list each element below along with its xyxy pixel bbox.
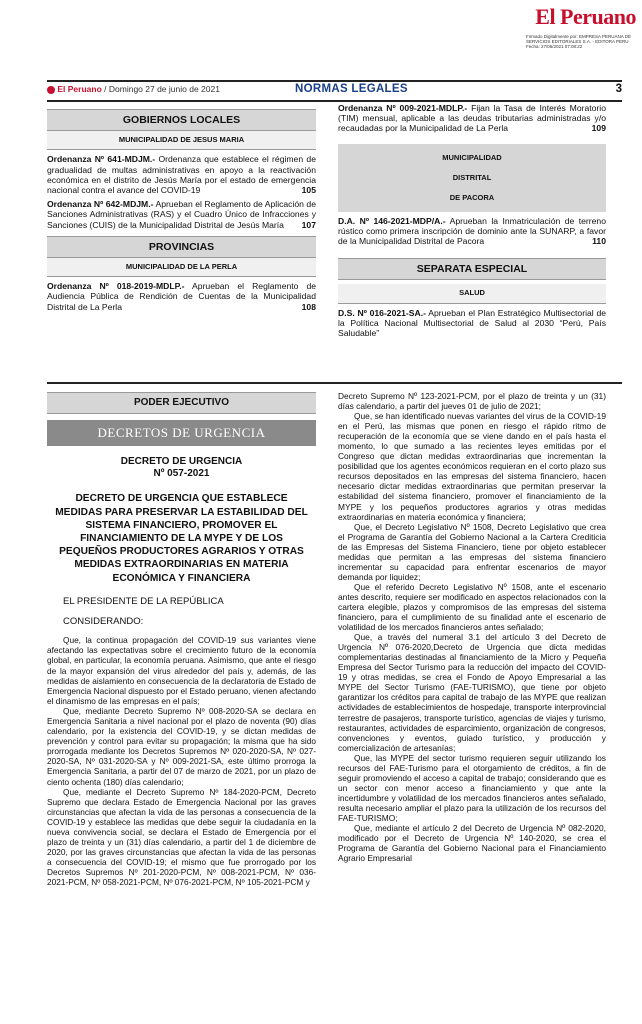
- decree-number: DECRETO DE URGENCIA Nº 057-2021: [120, 456, 243, 480]
- page-header: [47, 80, 622, 102]
- flag-icon: [47, 86, 55, 94]
- paragraph: Que, a través del numeral 3.1 del artículo 3 del Decreto de Urgencia Nº 076-2020,Decreto de Urgencia que dicta medidas complementarias destinadas al financiamiento de la Micro y Pequeña Empresa del Sector Turismo para la reducción del impacto del COVID-19 y otras medidas, se crea el Fondo de Apoyo Empresarial a las MYPE del Sector Turismo (FAE-TURISMO), que tiene por objeto garantizar los créditos para capital de trabajo de las MYPE que realizan actividades de establecimientos de hospedaje, transporte interprovincial terrestre de pasajeros, transporte turístico, agencias de viajes y turismo, restaurantes, actividades de esparcimiento, organización de congresos, convenciones y eventos, guiado turístico, y producción y comercialización de artesanías;: [338, 632, 606, 753]
- section-poder-ejecutivo: PODER EJECUTIVO: [47, 392, 316, 414]
- index-entry: D.A. Nº 146-2021-MDP/A.- Aprueban la Inmatriculación de terreno rústico como primera inscripción de dominio ante la SUNARP, a favor de la Municipalidad Distrital de Pacora 110: [338, 215, 606, 247]
- paragraph: Que, la continua propagación del COVID-19 sus variantes viene afectando las expectativas sobre el crecimiento futuro de la economía global, en particular, la economía peruana. Asimismo, que ante el riesgo de la mayor expansión del virus alrededor del país y, además, de las medidas de aislamiento en consecuencia de la declaratoria de Estado de Emergencia Nacional dispuesto por el Estado peruano, vienen afectando el dinamismo de las empresas en el país;: [47, 635, 316, 706]
- index-entry: Ordenanza Nº 642-MDJM.- Aprueban el Reglamento de Aplicación de Sanciones Administrativas (RAS) y el Cuadro Único de Infracciones y Sanciones (CUIS) de la Municipalidad Distrital de Jesús María 107: [47, 199, 316, 230]
- header-page-number: 3: [615, 83, 622, 95]
- presidente-heading: EL PRESIDENTE DE LA REPÚBLICA: [63, 595, 224, 607]
- divider: [47, 382, 622, 384]
- digital-signature: Firmado Digitalmente por: EMPRESA PERUANA DE SERVICIOS EDITORIALES S.A. - EDITORA PERU Fecha: 27/06/2021 07:08:22: [526, 34, 632, 49]
- section-provincias: PROVINCIAS: [47, 236, 316, 258]
- entry-page: 107: [301, 219, 316, 230]
- index-entry: Ordenanza Nº 018-2019-MDLP.- Aprueban el Reglamento de Audiencia Pública de Rendición de Cuentas de la Municipalidad Distrital de La Perla 108: [47, 281, 317, 312]
- paragraph: Que, mediante el artículo 2 del Decreto de Urgencia Nº 082-2020, modificado por el Decreto de Urgencia Nº 140-2020, se crea el Programa de Garantía del Gobierno Nacional para el Financiamiento Agrario Empresarial: [338, 823, 606, 864]
- body-right-column: [338, 391, 606, 863]
- banner-decretos-urgencia: DECRETOS DE URGENCIA: [47, 420, 316, 446]
- subsection-la-perla: MUNICIPALIDAD DE LA PERLA: [47, 258, 316, 277]
- header-paper: El Peruano: [57, 84, 102, 94]
- index-entry: Ordenanza Nº 009-2021-MDLP.- Fijan la Tasa de Interés Moratorio (TIM) mensual, aplicable a las deudas tributarias administradas y/o recaudadas por la Municipalidad de La Perla 109: [338, 103, 606, 134]
- section-separata-especial: SEPARATA ESPECIAL: [338, 258, 606, 280]
- subsection-salud: SALUD: [338, 284, 606, 303]
- paragraph: Que, el Decreto Legislativo Nº 1508, Decreto Legislativo que crea el Programa de Garantía del Gobierno Nacional a la Cartera Crediticia de las Empresas del Sistema Financiero, tiene por objeto establecer medidas que permitan a las empresas del sistema financiero incrementar su capacidad para enfrentar escenarios de mayor demanda por liquidez;: [338, 521, 606, 582]
- paragraph: Que, las MYPE del sector turismo requieren seguir utilizando los recursos del FAE-Turismo para el otorgamiento de créditos, a fin de seguir promoviendo el acceso a capital de trabajo; considerando que es un sector con menor acceso a financiamiento y que ante la incertidumbre y volatilidad de los mercados financieros antes señalado, resulta necesario ampliar el plazo para la utilización de los recursos del FAE-TURISMO;: [338, 752, 606, 823]
- entry-page: 108: [301, 301, 316, 312]
- header-date: / Domingo 27 de junio de 2021: [104, 84, 220, 94]
- entry-page: 105: [301, 185, 316, 196]
- paragraph: Que, mediante el Decreto Supremo Nº 184-2020-PCM, Decreto Supremo que declara Estado de Emergencia Nacional por las graves circunstancias que afectan la vida de las personas a consecuencia de la COVID-19 y establece las medidas que debe seguir la ciudadanía en la nueva convivencia social, se declara el Estado de Emergencia por el plazo de treinta y un (31) días calendario, a partir del 1 de diciembre de 2020, por las graves circunstancias que afectan la vida de las personas a consecuencia del COVID-19; el mismo que fue prorrogado por los Decretos Supremos Nº 201-2020-PCM, Nº 008-2021-PCM, Nº 036-2021-PCM, Nº 058-2021-PCM, Nº 076-2021-PCM, Nº 105-2021-PCM y: [47, 786, 316, 888]
- header-section: NORMAS LEGALES: [295, 83, 408, 95]
- decree-title: DECRETO DE URGENCIA QUE ESTABLECE MEDIDAS PARA PRESERVAR LA ESTABILIDAD DEL SISTEMA FINANCIERO, PROMOVER EL FINANCIAMIENTO DE LA MYPE Y DE LOS PEQUEÑOS PRODUCTORES AGRARIOS Y OTRAS MEDIDAS EXTRAORDINARIAS EN MATERIA ECONÓMICA Y FINANCIERA: [55, 493, 308, 584]
- index-right-column: [338, 103, 606, 340]
- left-body-text: [47, 635, 316, 887]
- logo-brand: El Peruano: [535, 4, 636, 29]
- index-entry: D.S. Nº 016-2021-SA.- Aprueban el Plan Estratégico Multisectorial de la Política Nacional Multisectorial de Salud al 2030 “Perú, País Saludable”: [338, 307, 607, 339]
- subsection-pacora: MUNICIPALIDAD DISTRITAL DE PACORA: [338, 144, 606, 212]
- paragraph: Que el referido Decreto Legislativo Nº 1508, ante el escenario antes descrito, requiere ser modificado en aspectos relacionados con la cartera elegible, plazos y compromisos de las empresas del sistema financiero, para el cumplimiento de su finalidad ante el escenario de volatilidad de los mercados financieros antes señalado;: [338, 581, 606, 633]
- paragraph: Que, mediante Decreto Supremo Nº 008-2020-SA se declara en Emergencia Sanitaria a nivel nacional por el plazo de noventa (90) días calendario, por la existencia del COVID-19, y se dictan medidas de prevención y control para evitar su propagación; la misma que ha sido prorrogada mediante los Decretos Supremos Nº 020-2020-SA, Nº 027-2020-SA, Nº 031-2020-SA y Nº 009-2021-SA, este último prorroga la Emergencia Sanitaria, a partir del 07 de marzo de 2021, por un plazo de ciento ochenta (180) días calendario;: [47, 705, 316, 787]
- index-entry: Ordenanza Nº 641-MDJM.- Ordenanza que establece el régimen de gradualidad de multas administrativas en apoyo a la reactivación económica en el distrito de Jesús María por el estado de emergencia nacional contra el avance del COVID-19 105: [47, 154, 316, 196]
- subsection-jesus-maria: MUNICIPALIDAD DE JESUS MARIA: [47, 131, 316, 150]
- entry-page: 110: [592, 236, 606, 247]
- el-peruano-logo: [526, 6, 636, 49]
- considerando-heading: CONSIDERANDO:: [63, 616, 144, 628]
- index-left-column: [47, 109, 316, 314]
- body-left-column: [47, 392, 316, 888]
- paragraph: Decreto Supremo Nº 123-2021-PCM, por el plazo de treinta y un (31) días calendario, a partir del jueves 01 de julio de 2021;: [338, 391, 606, 412]
- entry-page: 109: [591, 123, 606, 134]
- header-left: [47, 84, 220, 94]
- paragraph: Que, se han identificado nuevas variantes del virus de la COVID-19 en el Perú, las mismas que ponen en riesgo el rápido ritmo de recuperación de la economía que se viene dando en el país hasta el momento, lo que sumado a las recientes leyes emitidas por el Congreso que dictan medidas extraordinarias que incrementan la posibilidad que los agentes económicos requieran en el corto plazo sus recursos depositados en las empresas del sistema financiero, hacen necesario dictar medidas extraordinarias que permitan preservar la estabilidad del sistema financiero, promover el financiamiento de la MYPE y los pequeños productores agrarios y otras medidas extraordinarias en materia económica y financiera;: [338, 411, 606, 522]
- section-gobiernos-locales: GOBIERNOS LOCALES: [47, 109, 316, 131]
